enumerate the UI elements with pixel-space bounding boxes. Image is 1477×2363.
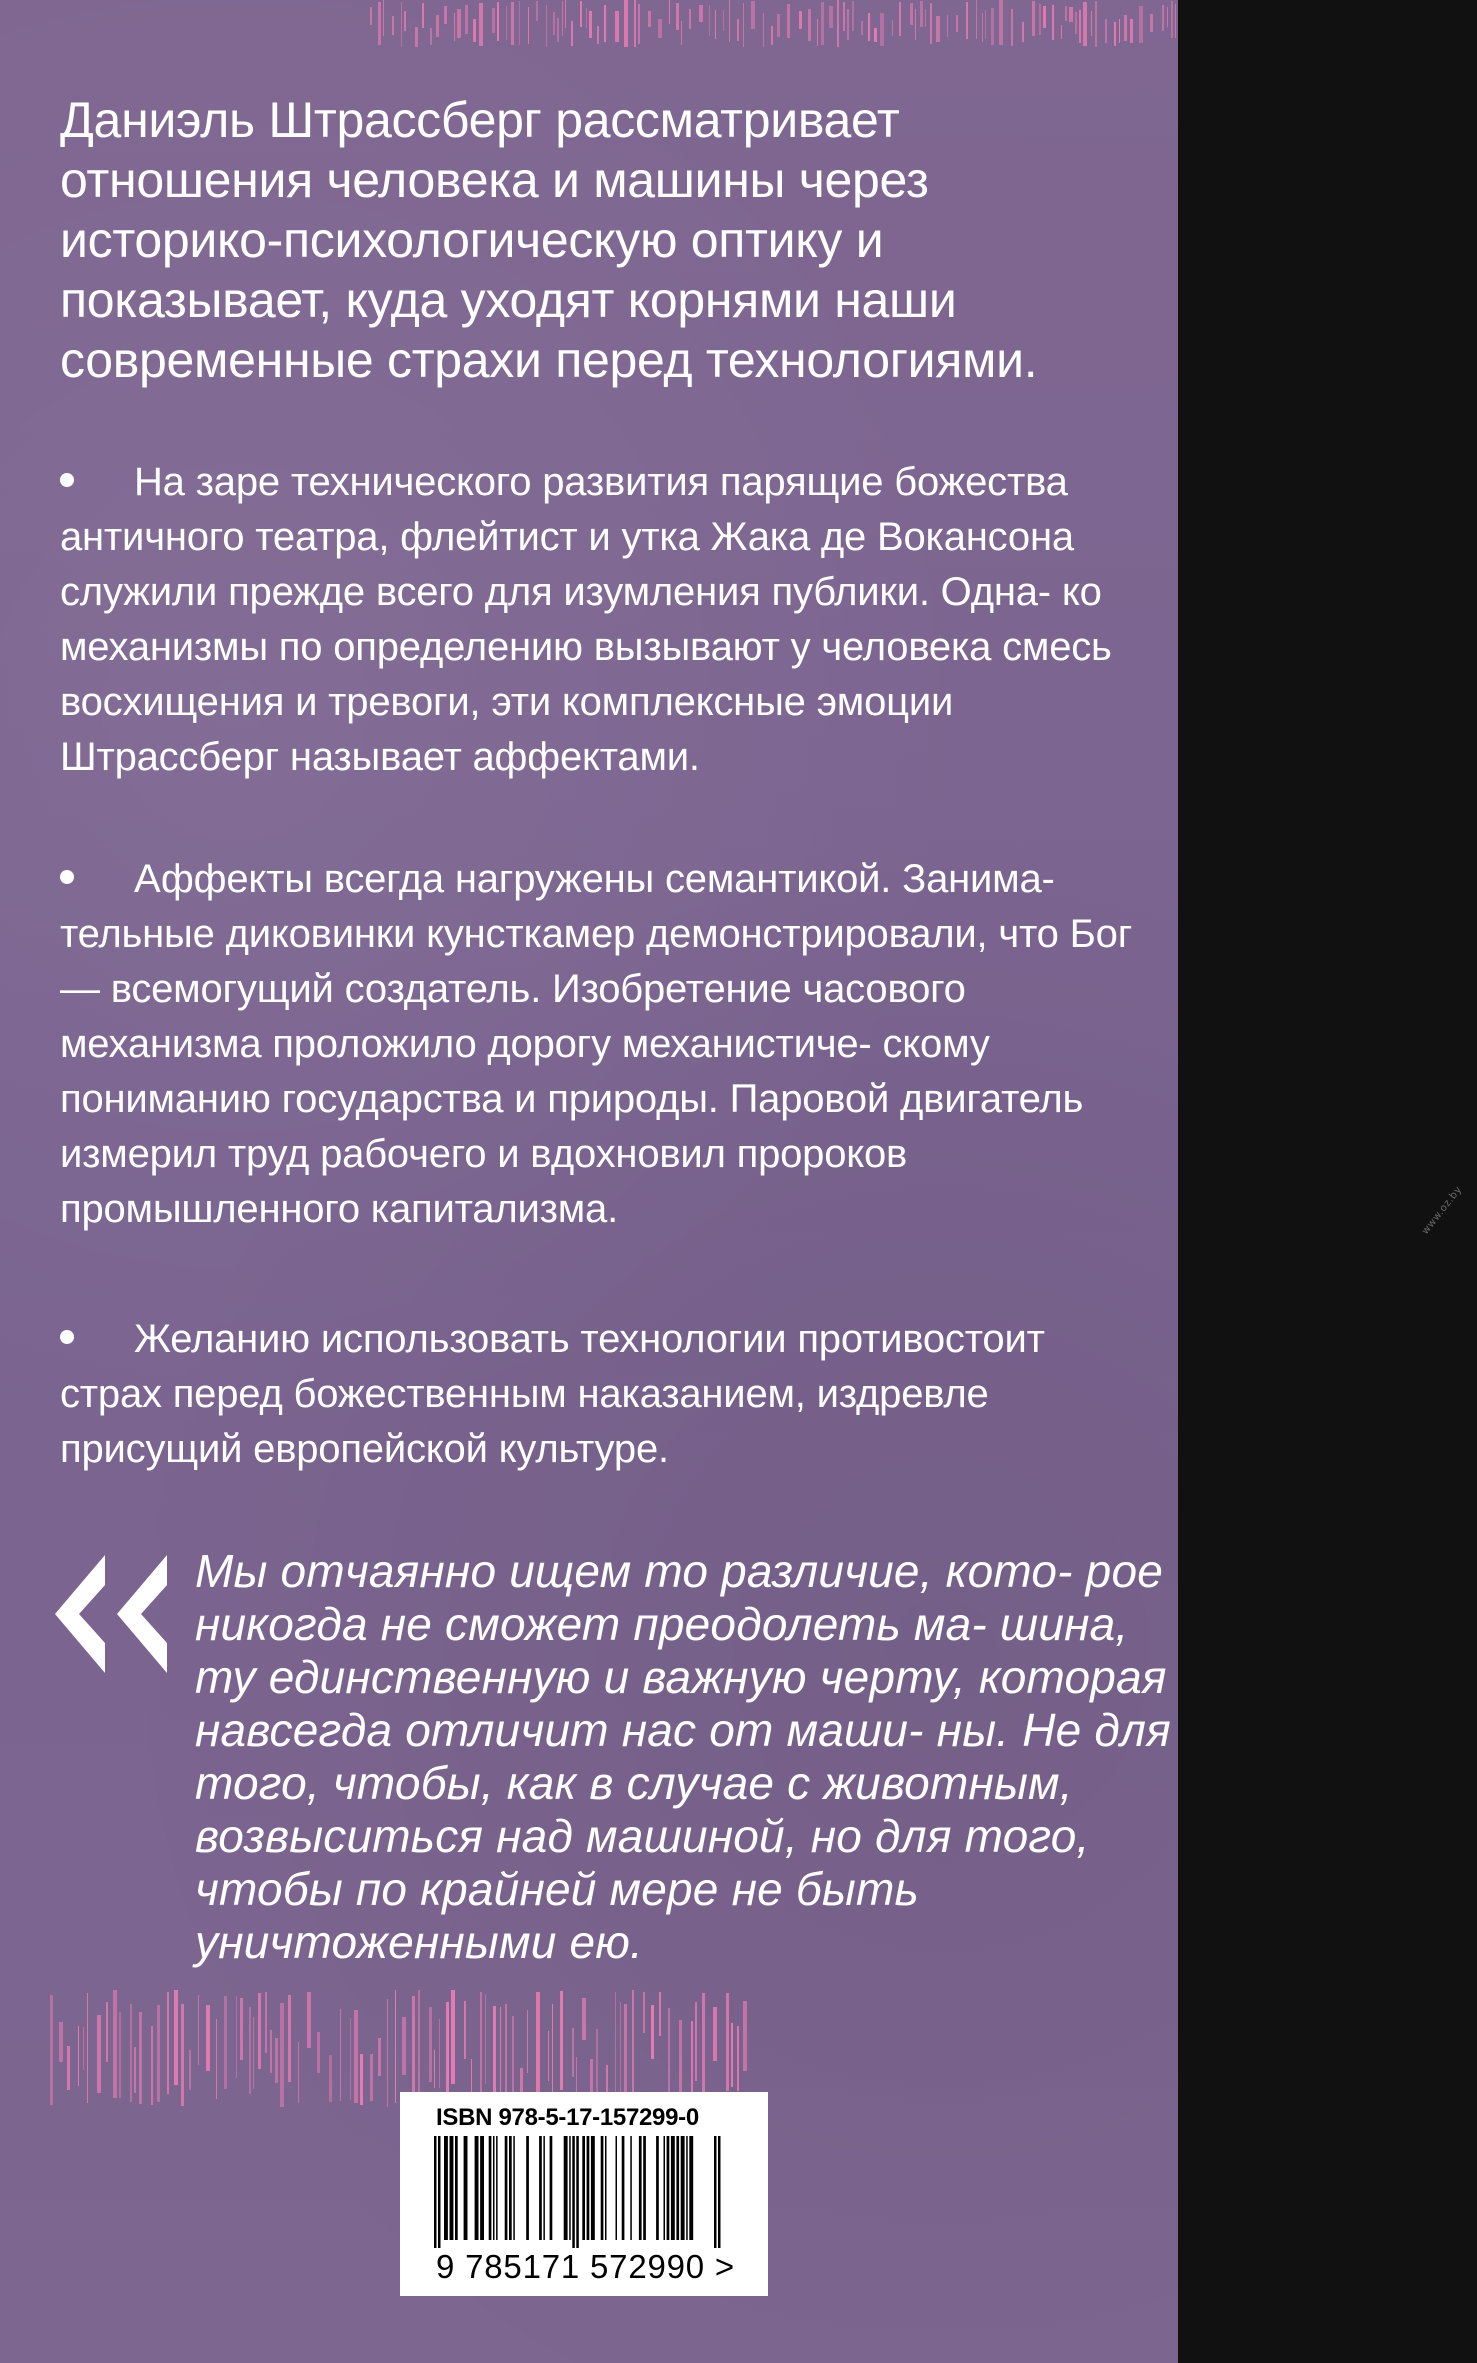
stripe [557,18,559,42]
stripe [552,2004,553,2106]
stripe [966,2,968,39]
barcode-bar [550,2136,553,2240]
stripe [565,0,566,28]
stripe [651,2005,654,2059]
stripe [868,13,869,41]
stripe [681,21,683,45]
stripe [771,26,773,45]
stripe [174,1990,178,2085]
stripe [1091,11,1092,36]
stripe [695,2002,698,2081]
stripe [317,2032,320,2073]
stripe [139,2012,142,2104]
stripe [370,2054,374,2101]
stripe [1075,12,1078,34]
stripe [536,1,538,21]
barcode-bar [480,2136,484,2240]
stripe [691,2021,693,2098]
stripe [387,1999,388,2107]
stripe [378,2038,381,2076]
stripe [880,13,884,46]
stripe [500,2007,501,2094]
stripe [415,27,418,47]
stripe [597,26,600,44]
stripe [648,11,652,27]
bullet-dot-icon [60,455,134,510]
barcode-bar [576,2136,579,2248]
barcode-bar [543,2136,545,2240]
stripe [493,2006,496,2104]
stripe [134,2047,137,2093]
barcode-bar [681,2136,685,2240]
stripe [506,6,507,40]
barcode-bar [616,2136,618,2240]
stripe [329,2055,332,2102]
stripe [699,5,703,22]
stripe [546,5,547,47]
stripe [1167,7,1168,27]
stripe [821,2,825,45]
barcode-bar [509,2136,512,2240]
stripe [198,1995,199,2065]
stripe [1022,22,1024,42]
stripe [985,10,986,39]
bullet-dot-icon [60,1312,134,1367]
bullet-paragraph [60,852,1150,1237]
stripe [737,19,739,41]
stripe [392,16,394,35]
barcode-bar [718,2136,721,2248]
stripe [1171,1,1173,38]
isbn-number: ISBN 978-5-17-157299-0 [436,2104,699,2131]
stripe [1130,19,1133,43]
stripe [580,1,583,27]
stripe [78,2026,79,2086]
barcode-bar [671,2136,675,2240]
stripe [956,15,958,32]
barcode-bar [622,2136,625,2240]
stripe [429,2007,432,2082]
stripe [1069,7,1073,22]
stripe [519,1,520,45]
stripe [307,1992,311,2048]
barcode-bar [464,2136,468,2240]
stripe [930,3,932,44]
stripe [258,1993,261,2069]
stripe [1065,6,1068,21]
stripe [97,2015,101,2093]
barcode-bar [505,2136,508,2240]
stripe [1124,15,1127,41]
bullet-text: На заре технического развития парящие божества античного театра, флейтист и утка Жака де Вокансона служили прежде всего для изумления публики. Одна- ко механизмы по определению вызывают у человека смесь восхищения и тревоги, эти комплексные эмоции Штрассберг называет аффектами. [60,460,1112,779]
barcode-bar [539,2136,542,2240]
stripe [743,2001,747,2071]
stripe [787,4,790,38]
stripe [249,2007,251,2094]
stripe [596,2029,598,2096]
stripe [59,2022,63,2062]
bullet-text: Желанию использовать технологии противостоит страх перед божественным наказанием, издревле присущий европейской культуре. [60,1317,1045,1471]
stripe [852,1,855,31]
stripe [777,14,780,37]
stripe [999,0,1003,45]
stripe [669,0,671,24]
stripe [350,2018,351,2100]
stripe [976,0,977,39]
stripe [151,2026,153,2105]
stripe [497,2,499,41]
barcode-bar [572,2136,575,2248]
stripe [430,28,432,45]
stripe [119,2012,121,2098]
stripe [378,2,381,45]
stripe [451,1990,455,2084]
barcode-bar [587,2136,590,2240]
stripe [837,0,839,47]
stripe [370,7,372,25]
stripe [383,0,385,36]
stripe [395,1990,397,2103]
stripe [1095,1,1098,47]
barcode-bar [493,2136,495,2240]
bullet-paragraph [60,1312,1150,1477]
barcode-bar [605,2136,607,2240]
lead-paragraph: Даниэль Штрассберг рассматривает отношения человека и машины через историко-психологическую оптику и показывает, куда уходят корнями наши современные страхи перед технологиями. [60,92,1038,388]
barcode-bar [643,2136,646,2240]
barcode-bar [639,2136,642,2240]
stripe [632,1990,635,2105]
stripe [947,15,949,37]
stripe [751,1,755,29]
bullet-dot-icon [60,852,134,907]
stripe [528,7,529,44]
stripe [731,2023,733,2087]
stripe [265,1992,268,2053]
barcode-bar [450,2136,454,2240]
stripe [634,0,636,47]
stripe [615,11,619,42]
stripe [548,2031,549,2081]
stripe [436,15,440,37]
stripe [1162,5,1164,31]
watermark-text: www.oz.by [1420,1184,1465,1237]
stripe [899,2,901,36]
stripe [915,9,916,40]
stripe [861,21,863,35]
stripe [1052,5,1054,40]
stripe [1011,9,1013,46]
stripe [589,11,592,38]
barcode-bar [686,2136,688,2240]
barcode-bar [475,2136,479,2240]
stripe [113,1990,117,2098]
stripe [130,2004,132,2102]
stripe [624,2004,626,2101]
barcode-bar [676,2136,679,2240]
stripe [298,2042,299,2103]
stripe [1079,10,1081,43]
stripe [444,6,447,24]
barcode-bar [438,2136,441,2248]
stripe [434,2050,436,2088]
barcode-bar [496,2136,498,2240]
stripe [1105,19,1107,43]
stripe [676,3,679,30]
stripe [1119,19,1120,43]
stripe [446,2002,449,2099]
barcode-bar [526,2136,529,2240]
stripe [808,9,811,41]
stripe [87,1993,88,2103]
barcode-bar [489,2136,492,2240]
stripe [181,2004,185,2106]
stripe [106,2002,109,2062]
stripe [723,10,724,31]
stripe [1175,4,1176,38]
stripe [527,2010,529,2073]
stripe [479,3,483,46]
stripe [1150,14,1153,32]
stripe [275,2038,278,2083]
stripe [874,28,878,42]
barcode-bar [664,2136,666,2240]
stripe [224,1996,228,2089]
stripe [936,16,940,42]
stripe [418,1990,420,2108]
stripe [189,2050,191,2090]
stripe [422,3,424,28]
stripe [658,19,662,38]
barcode-bar [601,2136,604,2240]
stripe [572,2028,574,2077]
stripe [560,1991,563,2090]
stripe [492,8,495,33]
stripe [799,11,802,29]
dark-background-strip [1178,0,1477,2363]
stripe [511,2,515,45]
stripe [737,2026,740,2091]
pull-quote: Мы отчаянно ищем то различие, кото- рое никогда не сможет преодолеть ма- шина, ту единственную и важную черту, которая навсегда отличит нас от маши- ны. Не для того, чтобы, как в случае с животным, возвыситься над машиной, но для того, чтобы по крайней мере не быть уничтоженными ею. [195,1545,1171,1968]
stripe [67,2046,70,2090]
stripe [465,5,469,34]
barcode-bar [630,2136,632,2240]
barcode-bar [513,2136,515,2240]
stripe [713,2007,716,2061]
stripe [485,1994,486,2084]
stripe [1043,6,1047,28]
barcode-bar [564,2136,568,2240]
bullet-text: Аффекты всегда нагружены семантикой. Занима- тельные диковинки кунсткамер демонстрировали, что Бог — всемогущий создатель. Изобретение часового механизма проложило дорогу механистиче- скому пониманию государства и природы. Паровой двигатель измерил труд рабочего и вдохновил пророков промышленного капитализма. [60,857,1133,1231]
stripe [253,2017,254,2089]
barcode-bar [591,2136,595,2240]
stripe [157,2005,160,2102]
stripe [920,1,924,27]
stripe [1032,1,1035,36]
stripe [236,1996,237,2078]
stripe [829,6,833,28]
stripe [729,0,730,42]
stripe [715,10,716,39]
stripe [843,2,846,31]
stripe [439,2019,440,2088]
stripe [457,9,461,38]
stripe [709,5,711,36]
barcode-bar [434,2136,437,2248]
stripe [817,19,818,46]
barcode-bar [569,2136,571,2240]
stripe [643,1992,645,2033]
stripe [847,9,849,40]
stripe [743,3,745,47]
stripe [505,2004,508,2094]
stripe [1083,2,1087,46]
stripe [206,2005,210,2071]
barcode-bar [689,2136,693,2240]
stripe [702,1993,705,2108]
isbn-barcode-label [400,2092,768,2296]
stripe [604,5,606,42]
stripe [270,2030,272,2073]
stripe [991,8,994,45]
stripe [83,2027,84,2070]
stripe [582,1998,586,2040]
stripe [280,2003,283,2107]
barcode-bar [667,2136,670,2240]
barcode-bar [444,2136,448,2240]
stripe [473,19,476,42]
barcode-bar [656,2136,659,2240]
stripe [553,12,555,35]
stripe [360,2054,363,2105]
stripe [464,2001,467,2059]
stripe [982,13,984,42]
stripe [638,4,640,44]
stripe [562,1,563,36]
stripe [480,1992,482,2100]
stripe [404,11,406,31]
stripe [240,1998,243,2060]
stripe [659,1992,661,2036]
barcode-bar [582,2136,585,2240]
stripe [340,2009,341,2101]
barcode-bar [455,2136,458,2240]
stripe [726,1993,730,2091]
stripe [571,21,573,46]
stripe [50,1995,53,2105]
stripe [763,13,764,47]
stripe [586,8,587,28]
stripe [1139,6,1143,43]
stripe [402,2017,405,2075]
stripe [216,2019,217,2099]
stripe [1114,22,1116,46]
quote-mark-icon [55,1555,167,1673]
stripe [892,20,894,36]
stripe [288,1995,292,2082]
barcode-bar [714,2136,717,2248]
stripe [620,2002,621,2094]
barcode-digits: 9 785171 572990 > [436,2248,735,2285]
bullet-paragraph [60,455,1150,785]
stripe [354,2010,358,2103]
stripe [689,9,691,29]
stripe [624,0,628,47]
stripe [668,2008,670,2098]
barcode-icon [434,2136,734,2248]
decorative-stripes-top [370,0,1178,48]
stripe [401,2,403,47]
stripe [1039,4,1041,35]
stripe [910,3,913,25]
stripe [167,1992,169,2094]
stripe [925,9,926,27]
stripe [412,1996,416,2097]
stripe [1061,25,1062,39]
stripe [454,13,455,41]
